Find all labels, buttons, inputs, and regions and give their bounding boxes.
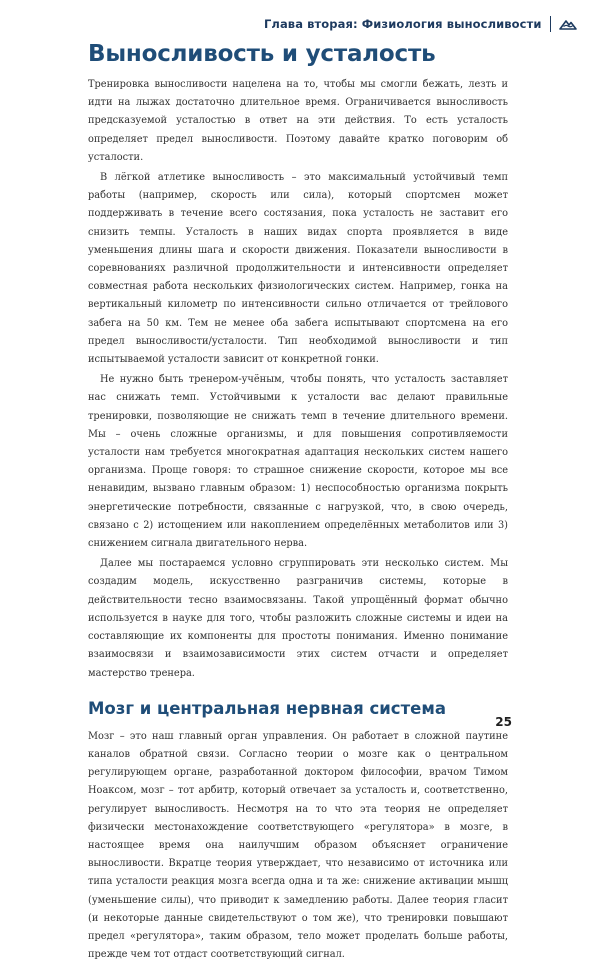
section-title: Выносливость и усталость: [88, 41, 436, 67]
paragraph-2: В лёгкой атлетике выносливость – это максимальный устойчивый темп работы (например, скорость или сила), который спортсмен может поддерживать в течение всего состязания, пока усталость не заставит его снизить темпы. Усталость в наших видах спорта проявляется в виде уменьшения длины шага и скорости движения. Показатели выносливости в соревнованиях различной продолжительности и интенсивности определяет совместная работа нескольких физиологических систем. Например, гонка на вертикальный километр по интенсивности сильно отличается от трейлового забега на 50 км. Тем не менее оба забега испытывают спортсмена на его предел выносливости/усталости. Тип необходимой выносливости и тип испытываемой усталости зависит от конкретной гонки.: [88, 172, 508, 366]
chapter-title: Глава вторая: Физиология выносливости: [264, 17, 542, 31]
paragraph-4: Далее мы постараемся условно сгруппировать эти несколько систем. Мы создадим модель, искусственно разграничив системы, которые в действительности тесно взаимосвязаны. Такой упрощённый формат обычно используется в науке для того, чтобы разложить сложные системы и идеи на составляющие их компоненты для простоты понимания. Именно понимание взаимосвязи и взаимозависимости этих систем отчасти и определяет мастерство тренера.: [88, 558, 508, 679]
paragraph-5: Мозг – это наш главный орган управления. Он работает в сложной паутине каналов обратной связи. Согласно теории о мозге как о центральном регулирующем органе, разработанной доктором философии, врачом Тимом Ноаксом, мозг – тот арбитр, который отвечает за усталость и, соответственно, регулирует выносливость. Несмотря на то что эта теория не определяет физически местонахождение соответствующего «регулятора» в мозге, в настоящее время она наилучшим образом объясняет ограничение выносливости. Вкратце теория утверждает, что независимо от источника или типа усталости реакция мозга всегда одна и та же: снижение активации мышц (уменьшение силы), что приводит к замедлению работы. Далее теория гласит (и некоторые данные свидетельствуют о том же), что тренировки повышают предел «регулятора», таким образом, тело может проделать больше работы, прежде чем тот отдаст соответствующий сигнал.: [88, 730, 508, 961]
running-header: [264, 12, 578, 36]
page-number: 25: [495, 715, 512, 729]
subsection-title: Мозг и центральная нервная система: [88, 698, 446, 718]
paragraph-1: Тренировка выносливости нацелена на то, чтобы мы смогли бежать, лезть и идти на лыжах достаточно длительное время. Ограничивается выносливость предсказуемой усталостью в ответ на эти действия. То есть усталость определяет предел выносливости. Поэтому давайте кратко поговорим об усталости.: [88, 79, 508, 163]
mountain-logo-icon: [558, 14, 578, 34]
main-content: [88, 40, 508, 964]
header-divider: [550, 16, 552, 32]
paragraph-3: Не нужно быть тренером-учёным, чтобы понять, что усталость заставляет нас снижать темп. Устойчивыми к усталости вас делают правильные тренировки, позволяющие не снижать темп в течение длительного времени. Мы – очень сложные организмы, и для повышения сопротивляемости усталости нам требуется многократная адаптация нескольких систем нашего организма. Проще говоря: то страшное снижение скорости, которое мы все ненавидим, вызвано главным образом: 1) неспособностью организма покрыть энергетические потребности, связанные с нагрузкой, что, в свою очередь, связано с 2) истощением или накоплением определённых метаболитов или 3) снижением сигнала двигательного нерва.: [88, 374, 508, 550]
